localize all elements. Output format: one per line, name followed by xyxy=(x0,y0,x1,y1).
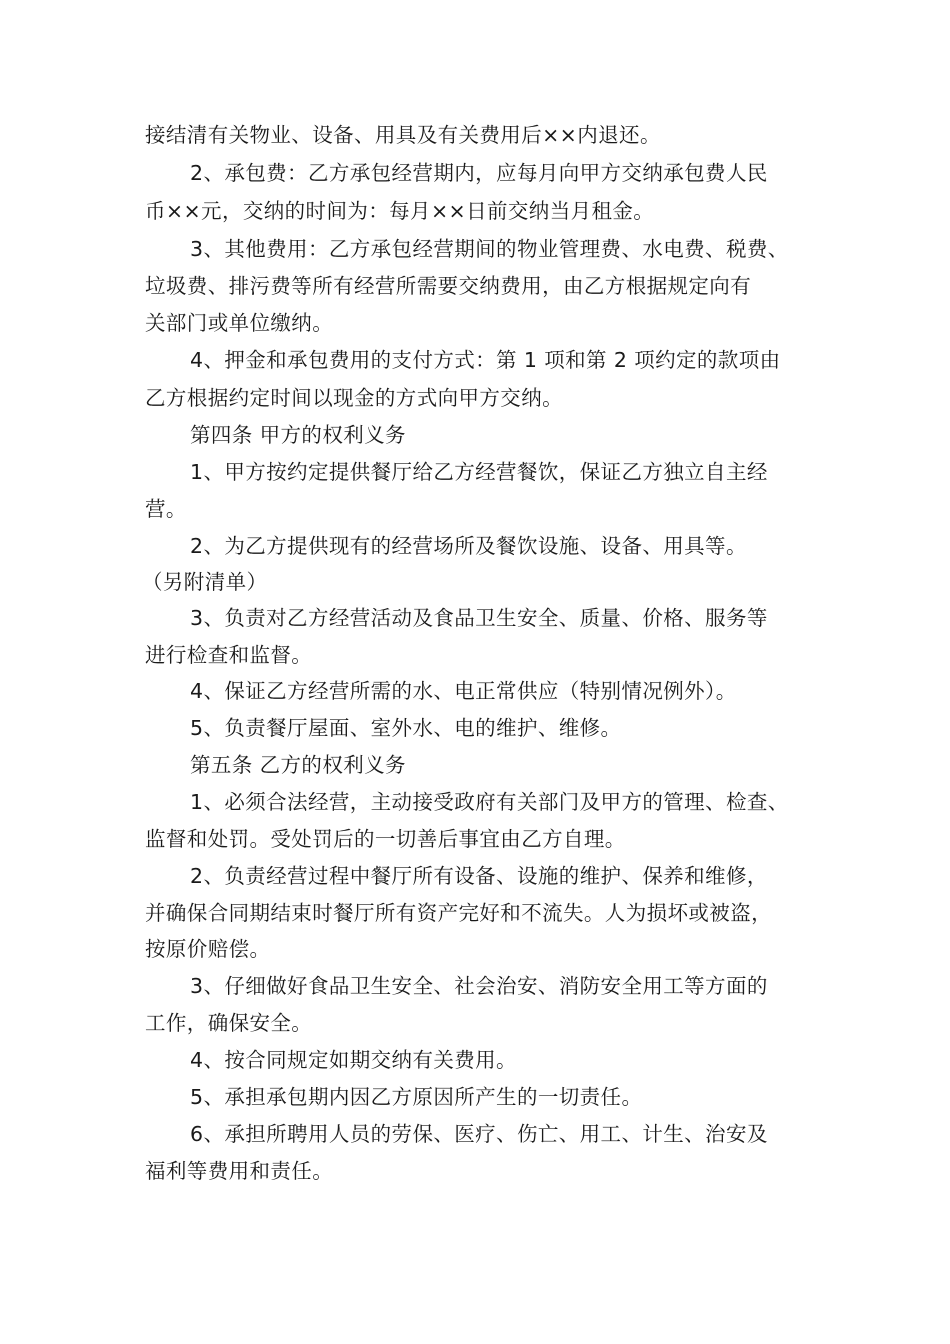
section-heading-article-5: 第五条 乙方的权利义务 xyxy=(190,753,406,777)
text-line: 进行检查和监督。 xyxy=(145,643,313,667)
text-line: 营。 xyxy=(145,497,187,521)
text-line: 垃圾费、排污费等所有经营所需要交纳费用，由乙方根据规定向有 xyxy=(145,274,752,298)
text-line: 关部门或单位缴纳。 xyxy=(145,311,334,335)
clause-4-item-3-line-1: 3、负责对乙方经营活动及食品卫生安全、质量、价格、服务等 xyxy=(190,606,768,630)
clause-5-item-4: 4、按合同规定如期交纳有关费用。 xyxy=(190,1048,517,1072)
text-line: 福利等费用和责任。 xyxy=(145,1159,334,1183)
clause-4-item-2-line-1: 2、为乙方提供现有的经营场所及餐饮设施、设备、用具等。 xyxy=(190,534,747,558)
clause-4-item-1-line-1: 1、甲方按约定提供餐厅给乙方经营餐饮，保证乙方独立自主经 xyxy=(190,460,768,484)
clause-5-item-2-line-1: 2、负责经营过程中餐厅所有设备、设施的维护、保养和维修， xyxy=(190,864,768,888)
clause-3-item-3-line-1: 3、其他费用：乙方承包经营期间的物业管理费、水电费、税费、 xyxy=(190,237,789,261)
clause-3-item-2-line-1: 2、承包费：乙方承包经营期内，应每月向甲方交纳承包费人民 xyxy=(190,161,768,185)
text-line: （另附清单） xyxy=(142,570,268,594)
clause-5-item-5: 5、承担承包期内因乙方原因所产生的一切责任。 xyxy=(190,1085,643,1109)
clause-4-item-5: 5、负责餐厅屋面、室外水、电的维护、维修。 xyxy=(190,716,622,740)
text-line: 接结清有关物业、设备、用具及有关费用后××内退还。 xyxy=(145,123,661,147)
clause-4-item-4: 4、保证乙方经营所需的水、电正常供应（特别情况例外）。 xyxy=(190,679,737,703)
section-heading-article-4: 第四条 甲方的权利义务 xyxy=(190,423,406,447)
text-line: 按原价赔偿。 xyxy=(145,937,271,961)
text-line: 币××元，交纳的时间为：每月××日前交纳当月租金。 xyxy=(145,199,655,223)
text-line: 乙方根据约定时间以现金的方式向甲方交纳。 xyxy=(145,386,563,410)
clause-5-item-3-line-1: 3、仔细做好食品卫生安全、社会治安、消防安全用工等方面的 xyxy=(190,974,768,998)
text-line: 并确保合同期结束时餐厅所有资产完好和不流失。人为损坏或被盗， xyxy=(145,901,772,925)
text-line: 监督和处罚。受处罚后的一切善后事宜由乙方自理。 xyxy=(145,827,626,851)
text-line: 工作，确保安全。 xyxy=(145,1011,313,1035)
clause-5-item-6-line-1: 6、承担所聘用人员的劳保、医疗、伤亡、用工、计生、治安及 xyxy=(190,1122,768,1146)
clause-3-item-4-line-1: 4、押金和承包费用的支付方式：第 1 项和第 2 项约定的款项由 xyxy=(190,348,781,372)
clause-5-item-1-line-1: 1、必须合法经营，主动接受政府有关部门及甲方的管理、检查、 xyxy=(190,790,789,814)
